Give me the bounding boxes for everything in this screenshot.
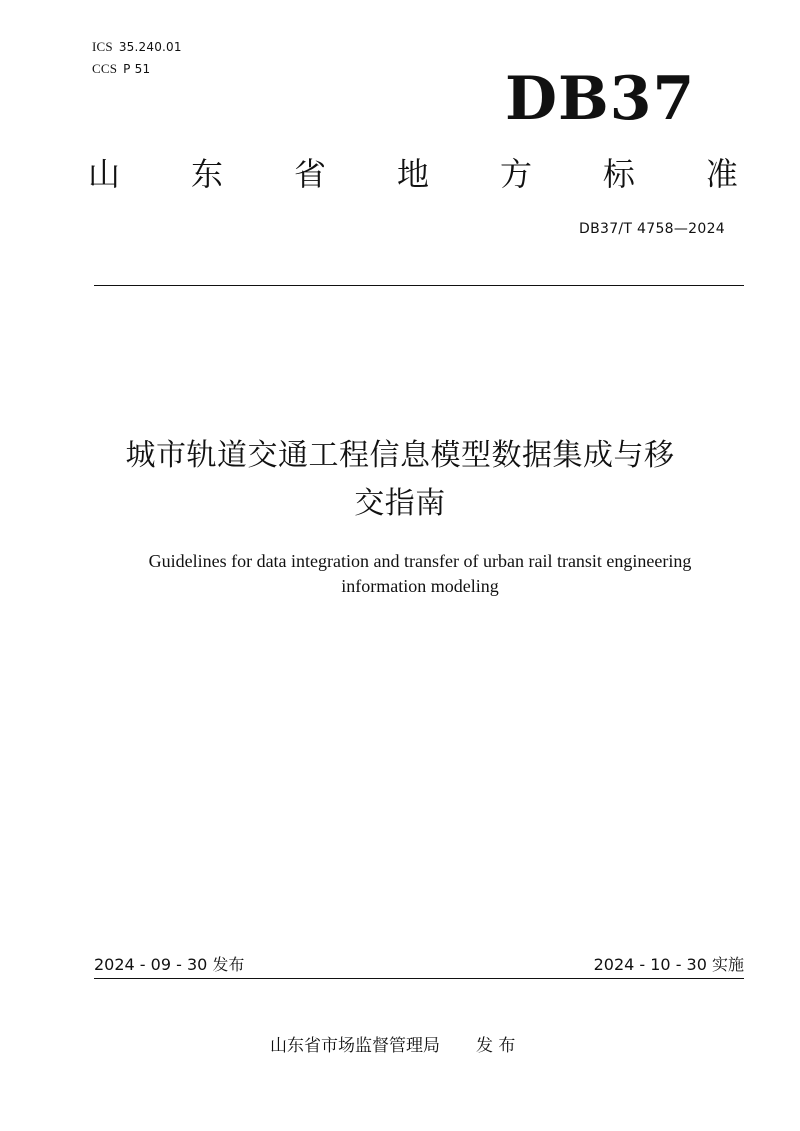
chinese-title-line2: 交指南 bbox=[354, 486, 446, 521]
standard-type-char: 地 bbox=[396, 155, 429, 193]
db37-logo: DB37 bbox=[505, 64, 696, 134]
ics-classification bbox=[92, 39, 182, 55]
english-title-line2: information modeling bbox=[341, 576, 499, 596]
chinese-title-line1: 城市轨道交通工程信息模型数据集成与移 bbox=[125, 438, 675, 473]
implementation-date: 2024 - 10 - 30 实施 bbox=[593, 955, 744, 974]
issue-date: 2024 - 09 - 30 发布 bbox=[94, 955, 245, 974]
ics-code: 35.240.01 bbox=[118, 40, 182, 54]
ics-label: ICS bbox=[92, 39, 113, 54]
english-title-line1: Guidelines for data integration and transfer of urban rail transit engineering bbox=[148, 551, 692, 571]
ccs-code: P 51 bbox=[123, 62, 151, 76]
footer-divider bbox=[94, 978, 744, 979]
publisher-verb: 发 布 bbox=[476, 1036, 516, 1056]
standard-type-char: 方 bbox=[499, 155, 532, 193]
standard-type-char: 东 bbox=[190, 155, 223, 193]
chinese-title bbox=[80, 432, 720, 528]
standard-type-char: 省 bbox=[293, 155, 326, 193]
standard-type-char: 山 bbox=[88, 155, 121, 193]
english-title bbox=[100, 549, 740, 599]
ccs-label: CCS bbox=[92, 61, 118, 76]
header-divider bbox=[94, 285, 744, 286]
ccs-classification bbox=[92, 61, 150, 77]
standard-number: DB37/T 4758—2024 bbox=[579, 221, 725, 237]
publisher-name: 山东省市场监督管理局 bbox=[270, 1036, 440, 1056]
standard-type-heading bbox=[88, 152, 738, 196]
standard-type-char: 准 bbox=[705, 155, 738, 193]
standard-type-char: 标 bbox=[602, 155, 635, 193]
publisher-line bbox=[270, 1034, 515, 1058]
